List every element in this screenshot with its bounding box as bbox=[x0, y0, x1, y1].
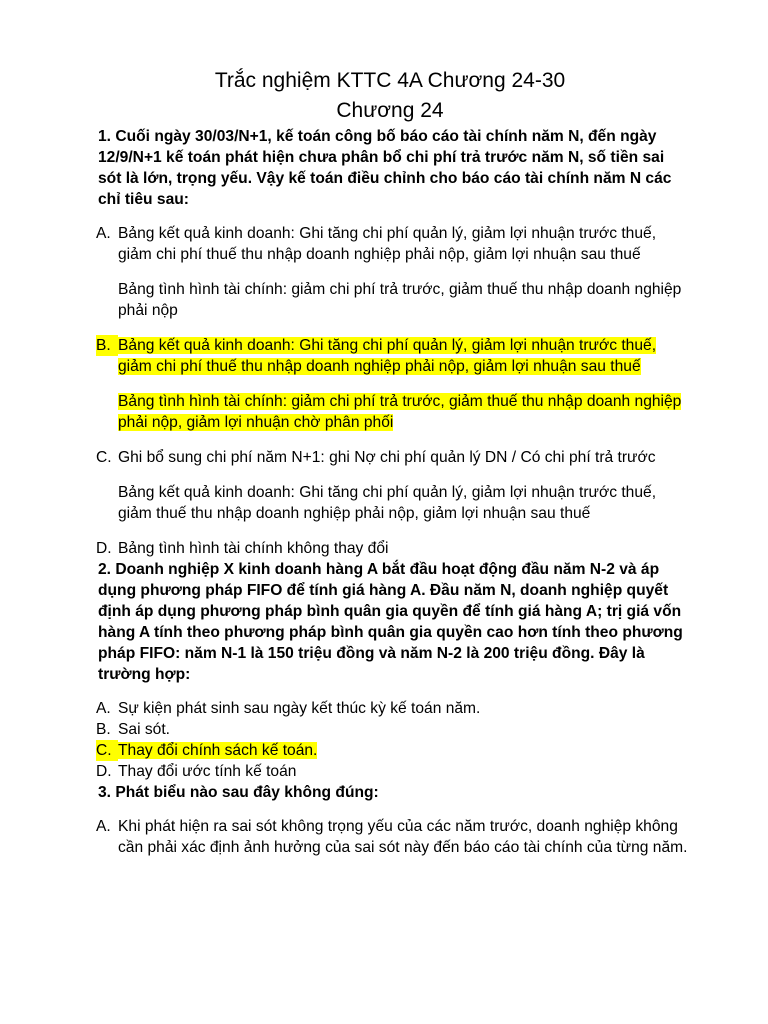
option-marker: C. bbox=[96, 740, 118, 761]
option-text: Ghi bổ sung chi phí năm N+1: ghi Nợ chi phí quản lý DN / Có chi phí trả trước bbox=[118, 449, 656, 466]
option-marker: D. bbox=[96, 763, 112, 780]
option-text-highlighted: Thay đổi chính sách kế toán. bbox=[118, 742, 318, 759]
option-text-highlighted: Bảng kết quả kinh doanh: Ghi tăng chi phí quản lý, giảm lợi nhuận trước thuế, giảm chi phí thuế thu nhập doanh nghiệp phải nộp, giảm lợi nhuận sau thuế bbox=[118, 337, 657, 375]
option-text: Bảng tình hình tài chính: giảm chi phí trả trước, giảm thuế thu nhập doanh nghiệp phải nộp bbox=[118, 281, 682, 319]
question-2-options bbox=[98, 698, 688, 782]
option-text-highlighted: Bảng tình hình tài chính: giảm chi phí trả trước, giảm thuế thu nhập doanh nghiệp phải nộp, giảm lợi nhuận chờ phân phối bbox=[118, 393, 682, 431]
option-marker: A. bbox=[96, 818, 111, 835]
question-1-options bbox=[98, 223, 688, 559]
option-1b-correct bbox=[96, 335, 688, 433]
question-2: 2. Doanh nghiệp X kinh doanh hàng A bắt đầu hoạt động đầu năm N-2 và áp dụng phương pháp FIFO để tính giá hàng A. Đầu năm N, doanh nghiệp quyết định áp dụng phương pháp bình quân gia quyền để tính giá hàng A; trị giá vốn hàng A tính theo phương pháp bình quân gia quyền cao hơn tính theo phương pháp FIFO: năm N-1 là 150 triệu đồng và năm N-2 là 200 triệu đồng. Đây là trường hợp: bbox=[98, 561, 683, 683]
document-title: Trắc nghiệm KTTC 4A Chương 24-30 bbox=[214, 69, 566, 92]
option-2c-correct bbox=[96, 740, 688, 761]
option-2b bbox=[96, 719, 688, 740]
question-1: 1. Cuối ngày 30/03/N+1, kế toán công bố báo cáo tài chính năm N, đến ngày 12/9/N+1 kế toán phát hiện chưa phân bổ chi phí trả trước năm N, số tiền sai sót là lớn, trọng yếu. Vậy kế toán điều chỉnh cho báo cáo tài chính năm N các chỉ tiêu sau: bbox=[98, 128, 672, 208]
option-text: Thay đổi ước tính kế toán bbox=[118, 763, 297, 780]
option-marker: A. bbox=[96, 225, 111, 242]
question-3-options bbox=[98, 816, 688, 858]
chapter-heading: Chương 24 bbox=[336, 99, 444, 122]
option-text: Khi phát hiện ra sai sót không trọng yếu của các năm trước, doanh nghiệp không cần phải xác định ảnh hưởng của sai sót này đến báo cáo tài chính của từng năm. bbox=[118, 818, 688, 856]
option-text: Sự kiện phát sinh sau ngày kết thúc kỳ kế toán năm. bbox=[118, 700, 481, 717]
question-3: 3. Phát biểu nào sau đây không đúng: bbox=[98, 784, 379, 801]
option-marker: C. bbox=[96, 449, 112, 466]
option-marker: D. bbox=[96, 540, 112, 557]
option-marker: B. bbox=[96, 721, 111, 738]
option-1c bbox=[96, 447, 688, 524]
option-2a bbox=[96, 698, 688, 719]
option-marker: B. bbox=[96, 335, 118, 356]
option-marker: A. bbox=[96, 700, 111, 717]
title-block bbox=[92, 0, 688, 126]
option-text: Bảng tình hình tài chính không thay đổi bbox=[118, 540, 389, 557]
option-3a bbox=[96, 816, 688, 858]
option-1d bbox=[96, 538, 688, 559]
option-1a bbox=[96, 223, 688, 321]
option-2d bbox=[96, 761, 688, 782]
option-text: Bảng kết quả kinh doanh: Ghi tăng chi phí quản lý, giảm lợi nhuận trước thuế, giảm thuế thu nhập doanh nghiệp phải nộp, giảm lợi nhuận sau thuế bbox=[118, 484, 657, 522]
option-text: Sai sót. bbox=[118, 721, 171, 738]
option-text: Bảng kết quả kinh doanh: Ghi tăng chi phí quản lý, giảm lợi nhuận trước thuế, giảm chi phí thuế thu nhập doanh nghiệp phải nộp, giảm lợi nhuận sau thuế bbox=[118, 225, 657, 263]
